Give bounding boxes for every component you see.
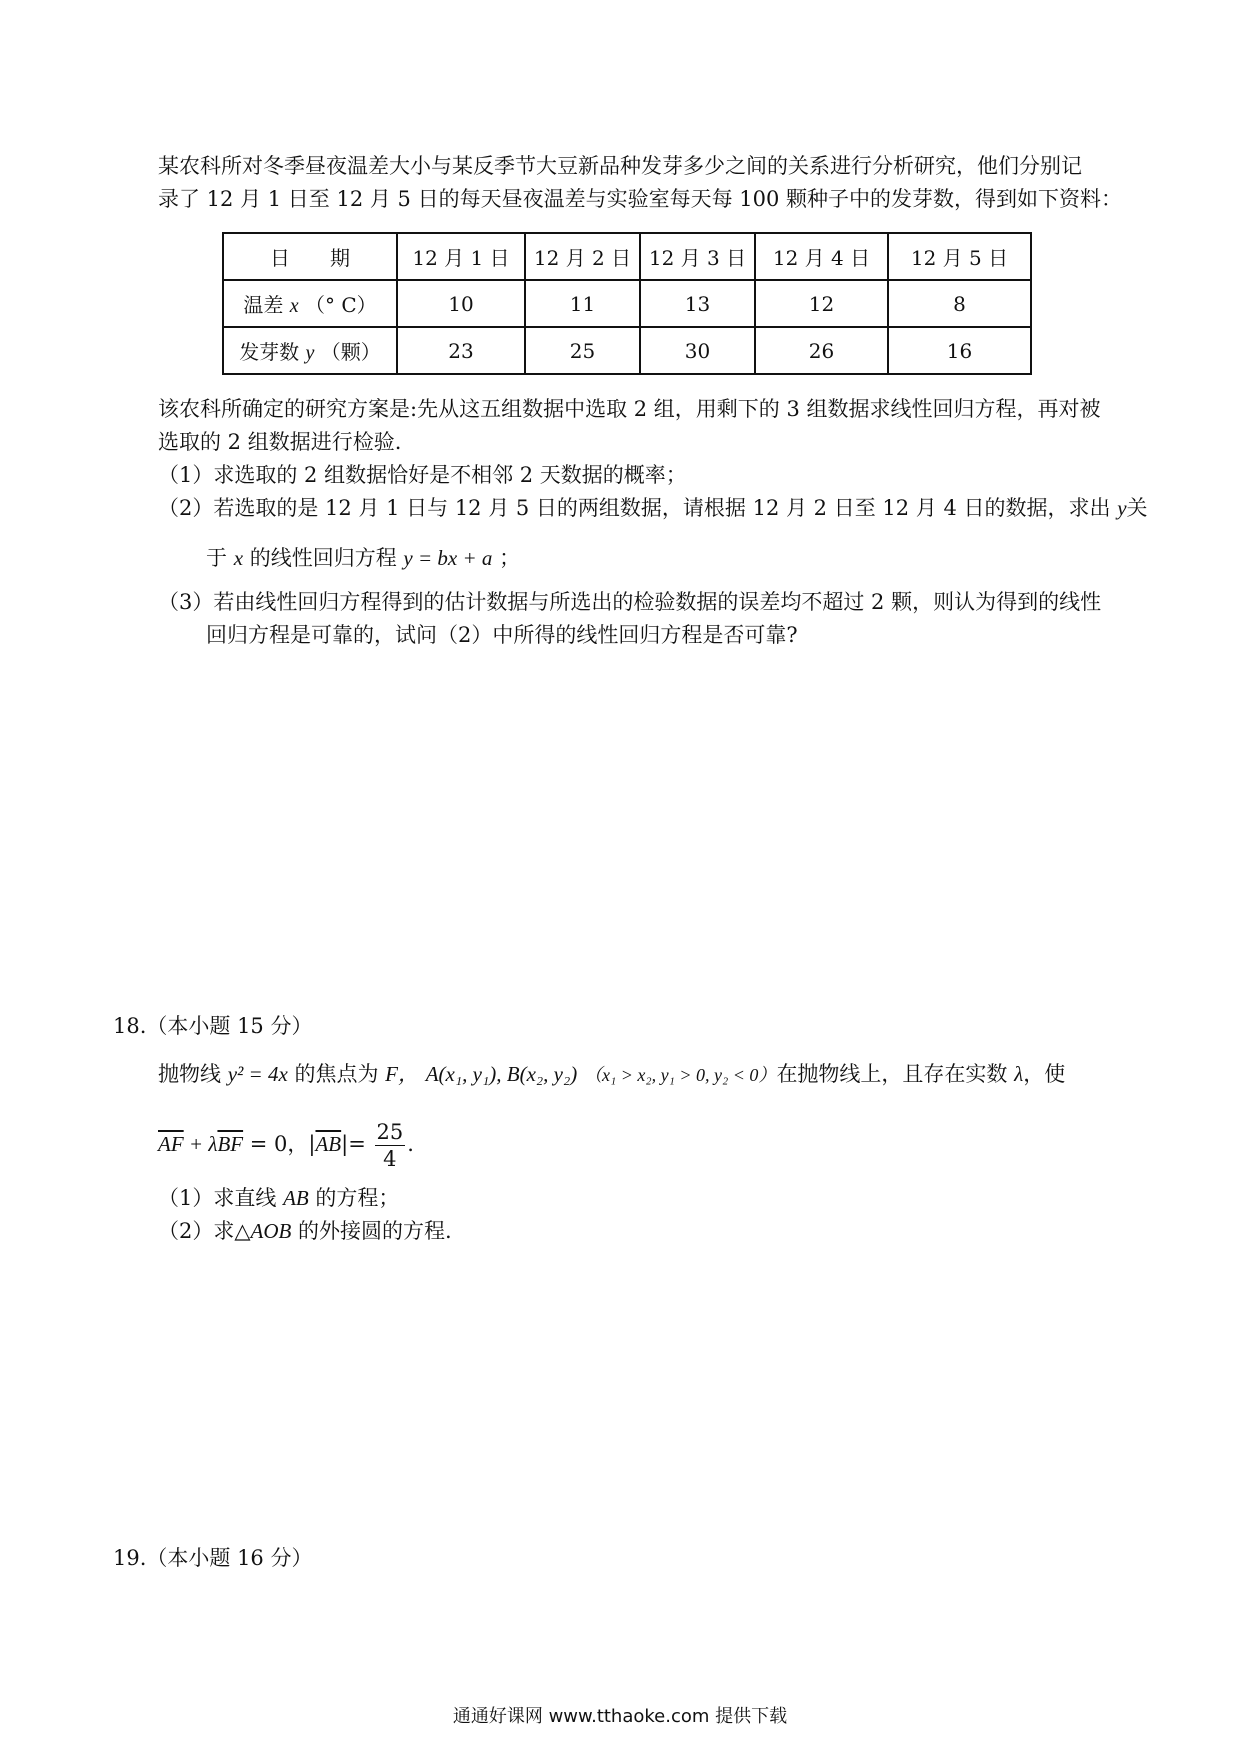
table-row-y <box>223 327 1031 374</box>
table-header-cell: 日 期 <box>223 233 397 280</box>
p17-q3-line2: 回归方程是可靠的，试问（2）中所得的线性回归方程是否可靠? <box>206 623 798 647</box>
row-y-label-pre: 发芽数 <box>239 340 300 364</box>
p17-q1: （1）求选取的 2 组数据恰好是不相邻 2 天数据的概率； <box>158 463 687 487</box>
p17-q2-line1 <box>158 492 1148 525</box>
p17-intro-line1: 某农科所对冬季昼夜温差大小与某反季节大豆新品种发芽多少之间的关系进行分析研究，他们分别记 <box>158 154 1082 178</box>
p17-q2-text-end: 关 <box>1126 496 1148 520</box>
table-cell: 12 <box>755 280 888 327</box>
row-y-label-post: （颗） <box>320 340 381 364</box>
page-footer: 通通好课网 www.tthaoke.com 提供下载 <box>452 1706 788 1727</box>
p17-q3 <box>158 586 1101 652</box>
p18-q1-post: 的方程； <box>315 1186 400 1210</box>
p18-text: ，使 <box>1023 1062 1066 1086</box>
table-header-cell: 12 月 3 日 <box>640 233 755 280</box>
vector-ab: $\overline{AB}$ <box>315 1132 342 1156</box>
p18-q2-post: 的外接圆的方程. <box>298 1219 452 1243</box>
table-cell: 13 <box>640 280 755 327</box>
table-cell: 30 <box>640 327 755 374</box>
row-x-label-pre: 温差 <box>243 293 284 317</box>
p18-parabola: y² = 4x <box>227 1062 288 1086</box>
p17-q2-line2-post: ； <box>499 546 521 570</box>
p17-plan-line1: 该农科所确定的研究方案是:先从这五组数据中选取 2 组，用剩下的 3 组数据求线性回归方程，再对被 <box>158 397 1101 421</box>
table-cell: 23 <box>397 327 525 374</box>
table-cell: 8 <box>888 280 1031 327</box>
p18-abs-eq: |= <box>341 1132 366 1156</box>
row-x-label <box>223 280 397 327</box>
p17-q2-line2-mid: 的线性回归方程 <box>249 546 397 570</box>
table-header-cell: 12 月 5 日 <box>888 233 1031 280</box>
p18-eq-zero: = 0，| <box>243 1132 316 1156</box>
p18-text: 的焦点为 <box>294 1062 379 1086</box>
p18-line2 <box>158 1114 414 1174</box>
p19-heading: 19.（本小题 16 分） <box>113 1546 313 1570</box>
row-y-label <box>223 327 397 374</box>
table-cell: 16 <box>888 327 1031 374</box>
p18-text: 在抛物线上，且存在实数 <box>776 1062 1008 1086</box>
p17-q2-line2 <box>206 542 520 575</box>
fraction-25-over-4 <box>375 1119 406 1172</box>
vector-af: $\overline{AF}$ <box>158 1132 184 1156</box>
table-cell: 11 <box>525 280 640 327</box>
table-header-cell: 12 月 2 日 <box>525 233 640 280</box>
p18-heading: 18.（本小题 15 分） <box>113 1014 313 1038</box>
p17-q2-var-x: x <box>233 546 244 570</box>
p18-points: A(x₁, y₁), B(x₂, y₂) <box>425 1062 578 1086</box>
table-header-row <box>223 233 1031 280</box>
table-cell: 10 <box>397 280 525 327</box>
p18-plus-lambda: + λ <box>183 1132 218 1156</box>
row-x-label-post: （° C） <box>304 293 377 317</box>
data-table <box>222 232 1032 375</box>
table-row-x <box>223 280 1031 327</box>
vector-bf: $\overline{BF}$ <box>217 1132 244 1156</box>
p17-q3-line1: （3）若由线性回归方程得到的估计数据与所选出的检验数据的误差均不超过 2 颗，则认为得到的线性 <box>158 590 1102 614</box>
p18-focus: F， <box>385 1062 419 1086</box>
p17-intro-line2: 录了 12 月 1 日至 12 月 5 日的每天昼夜温差与实验室每天每 100 颗种子中的发芽数，得到如下资料： <box>158 187 1122 211</box>
p18-q1-var: AB <box>283 1186 309 1210</box>
p18-q1-pre: （1）求直线 <box>158 1186 277 1210</box>
p17-q2-var-y: y <box>1117 496 1127 520</box>
p18-period: . <box>407 1132 414 1156</box>
p18-q2-var: AOB <box>250 1219 292 1243</box>
table-cell: 25 <box>525 327 640 374</box>
p17-plan <box>158 393 1133 459</box>
p18-q2 <box>158 1215 452 1248</box>
p18-lambda: λ <box>1014 1062 1024 1086</box>
p18-conditions: （x₁ > x₂, y₁ > 0, y₂ < 0） <box>584 1065 777 1085</box>
table-header-cell: 12 月 1 日 <box>397 233 525 280</box>
p18-q2-pre: （2）求△ <box>158 1219 251 1243</box>
p18-q1 <box>158 1182 399 1215</box>
fraction-numerator: 25 <box>376 1120 404 1144</box>
p17-intro <box>158 150 1133 216</box>
p17-q2-line2-pre: 于 <box>206 546 227 570</box>
table-cell: 26 <box>755 327 888 374</box>
fraction-denominator: 4 <box>383 1147 397 1171</box>
p17-q2-text: （2）若选取的是 12 月 1 日与 12 月 5 日的两组数据，请根据 12 月 2 日至 12 月 4 日的数据，求出 <box>158 496 1111 520</box>
p17-plan-line2: 选取的 2 组数据进行检验. <box>158 430 402 454</box>
row-y-label-var: y <box>305 342 315 364</box>
p17-q2-formula: y = bx + a <box>403 546 493 570</box>
table-header-cell: 12 月 4 日 <box>755 233 888 280</box>
p18-text: 抛物线 <box>158 1062 221 1086</box>
row-x-label-var: x <box>289 295 299 317</box>
p18-line1 <box>158 1058 1065 1092</box>
